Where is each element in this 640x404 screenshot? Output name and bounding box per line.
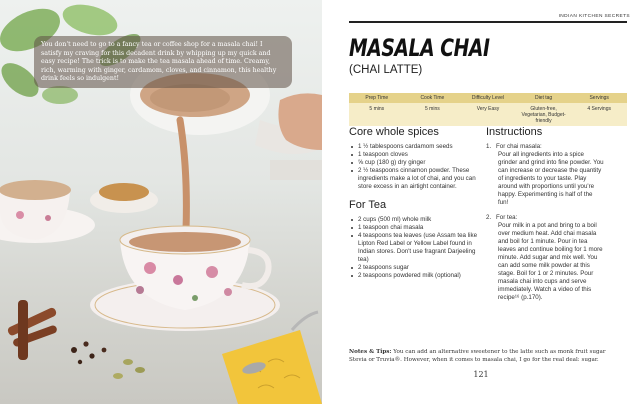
info-value-cook: 5 mins bbox=[405, 103, 461, 126]
background-teacup bbox=[0, 180, 95, 243]
recipe-subtitle: (CHAI LATTE) bbox=[349, 64, 423, 76]
spices-list bbox=[349, 143, 477, 191]
list-item: 4 teaspoons tea leaves (use Assam tea like Lipton Red Label or Yellow Label found in Indian stores. Don't use fragrant Darjeeling tea) bbox=[349, 232, 477, 264]
series-label: INDIAN KITCHEN SECRETS bbox=[558, 14, 630, 19]
cloves bbox=[71, 341, 106, 364]
cinnamon-sticks bbox=[7, 300, 58, 360]
list-item: 2 ½ teaspoons cinnamon powder. These ingredients make a lot of chai, and you can store excess in an airtight container. bbox=[349, 167, 477, 191]
info-value-row bbox=[349, 103, 627, 126]
info-value-difficulty: Very Easy bbox=[460, 103, 516, 126]
list-item: 2 teaspoons powdered milk (optional) bbox=[349, 272, 477, 280]
list-item: 2 cups (500 ml) whole milk bbox=[349, 216, 477, 224]
info-value-diet: Gluten-free, Vegetarian, Budget-friendly bbox=[516, 103, 572, 126]
instructions-list bbox=[486, 143, 604, 302]
spice-bowl bbox=[90, 183, 158, 213]
recipe-info-table bbox=[349, 93, 627, 126]
instruction-step bbox=[486, 214, 604, 302]
list-item: ⅝ cup (180 g) dry ginger bbox=[349, 159, 477, 167]
tea-heading: For Tea bbox=[349, 199, 387, 211]
info-header-diet: Diet tag bbox=[516, 93, 572, 103]
instruction-step bbox=[486, 143, 604, 207]
info-header-cook: Cook Time bbox=[405, 93, 461, 103]
recipe-page bbox=[322, 0, 640, 404]
notes-tips bbox=[349, 348, 619, 364]
step-number: 2. bbox=[486, 214, 492, 221]
info-header-difficulty: Difficulty Level bbox=[460, 93, 516, 103]
info-value-servings: 4 Servings bbox=[571, 103, 627, 126]
tea-stream bbox=[180, 120, 186, 230]
header-rule bbox=[349, 21, 627, 23]
spoon bbox=[292, 312, 318, 330]
cardamom-pods bbox=[113, 359, 145, 379]
instructions-column bbox=[486, 126, 604, 309]
step-text: Pour milk in a pot and bring to a boil over medium heat. Add chai masala and boil for 1 minute. Pour in tea leaves and continue boiling for 1 more minute. Add sugar and mix well. You can add some milk powder at this stage. Boil for 1 or 2 minutes. Pour masala chai into cups and serve immediately. Watch a video of this recipe¹⁶ (p.170). bbox=[498, 222, 603, 301]
info-header-servings: Servings bbox=[571, 93, 627, 103]
notes-label: Notes & Tips: bbox=[349, 349, 392, 355]
step-number: 1. bbox=[486, 143, 492, 150]
list-item: 1 teaspoon cloves bbox=[349, 151, 477, 159]
step-heading: For tea: bbox=[496, 214, 518, 221]
step-text: Pour all ingredients into a spice grinder and grind into fine powder. You can increase or decrease the quantity of ingredients to your taste. Play around with proportions until you're happy. Experimenting is half of the fun! bbox=[498, 151, 604, 206]
recipe-title: MASALA CHAI bbox=[349, 34, 490, 62]
list-item: 1 teaspoon chai masala bbox=[349, 224, 477, 232]
spices-heading: Core whole spices bbox=[349, 126, 439, 138]
ingredients-column bbox=[349, 126, 477, 280]
intro-text: You don't need to go to a fancy tea or coffee shop for a masala chai! I satisfy my craving for this decadent drink by whipping up my quick and easy recipe! The trick is to make the tea masala ahead of time. Creamy, rich, warming with ginger, cardamom, cloves, and cinnamon, this healthy drink feels so indulgent! bbox=[34, 36, 292, 88]
info-header-prep: Prep Time bbox=[349, 93, 405, 103]
list-item: 2 teaspoons sugar bbox=[349, 264, 477, 272]
yellow-napkin bbox=[222, 330, 322, 404]
instructions-heading: Instructions bbox=[486, 126, 543, 138]
notes-text: You can add an alternative sweetener to the latte such as monk fruit sugar Stevia or Truvia®. However, when it comes to masala chai, I go for the real deal: sugar. bbox=[349, 349, 606, 363]
tea-list bbox=[349, 216, 477, 280]
step-heading: For chai masala: bbox=[496, 143, 542, 150]
info-header-row bbox=[349, 93, 627, 103]
info-value-prep: 5 mins bbox=[349, 103, 405, 126]
list-item: 1 ½ tablespoons cardamom seeds bbox=[349, 143, 477, 151]
page-number: 121 bbox=[473, 370, 489, 379]
